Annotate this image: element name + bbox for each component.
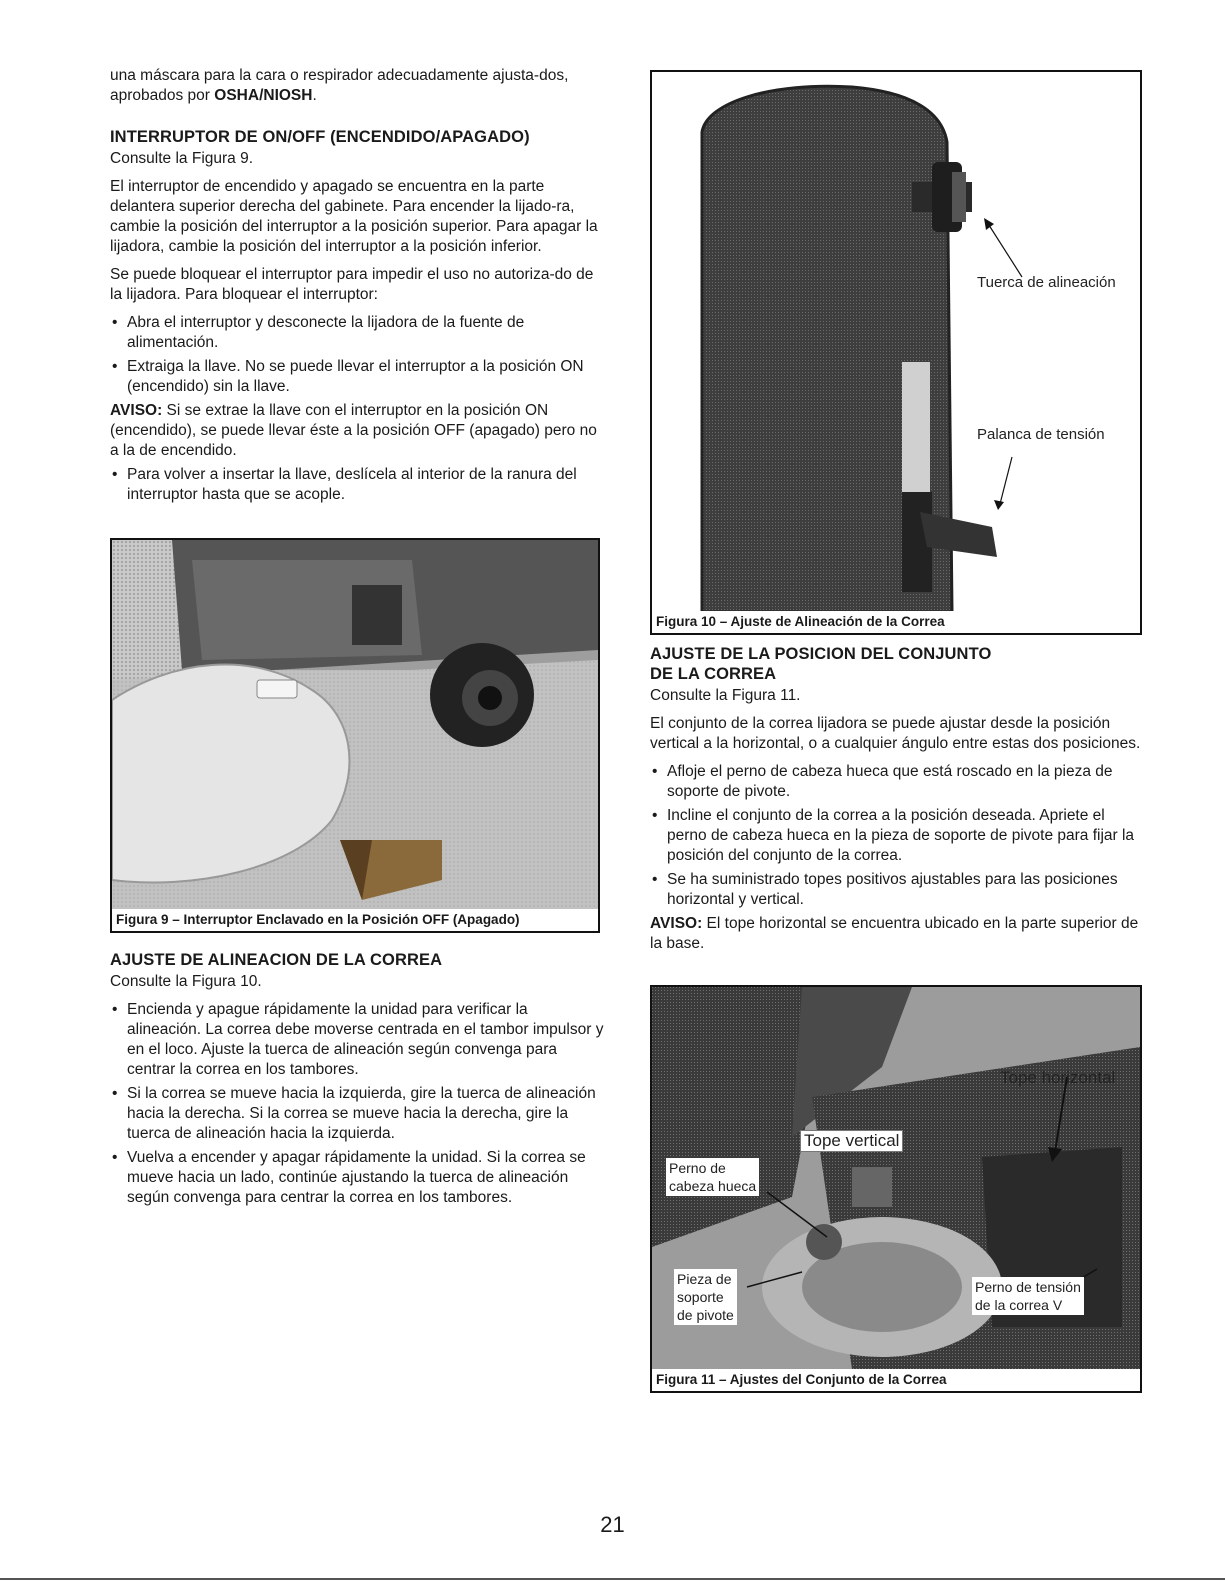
section-title-position-1: AJUSTE DE LA POSICION DEL CONJUNTO — [650, 645, 992, 663]
figure-ref-11: Consulte la Figura 11. — [650, 687, 801, 704]
label-socket-bolt — [666, 1158, 759, 1196]
list-item: • Se ha suministrado topes positivos ajustables para las posiciones horizontal y vertical. — [650, 870, 1145, 910]
position-bullets — [650, 762, 1145, 910]
notice-label: AVISO: — [650, 915, 703, 932]
figure-9-caption: Figura 9 – Interruptor Enclavado en la Posición OFF (Apagado) — [112, 909, 598, 931]
figure-10-caption: Figura 10 – Ajuste de Alineación de la Correa — [652, 611, 1140, 633]
notice-label: AVISO: — [110, 402, 163, 419]
alignment-bullets — [110, 1000, 605, 1208]
intro-text: una máscara para la cara o respirador adecuadamente ajusta-dos, aprobados por — [110, 67, 569, 104]
switch-bullets — [110, 313, 605, 397]
figure-9 — [110, 538, 600, 933]
list-item: • Encienda y apague rápidamente la unidad para verificar la alineación. La correa debe moverse centrada en el tambor impulsor y en el loco. Ajuste la tuerca de alineación según convenga para centrar la correa en los tambores. — [110, 1000, 605, 1080]
list-item: • Afloje el perno de cabeza hueca que está roscado en la pieza de soporte de pivote. — [650, 762, 1145, 802]
figure-10-photo — [652, 72, 1140, 612]
label-tension-lever: Palanca de tensión — [977, 426, 1105, 443]
intro-bold: OSHA/NIOSH — [214, 87, 313, 104]
switch-notice — [110, 401, 605, 461]
intro-end: . — [312, 87, 317, 104]
figure-11-caption: Figura 11 – Ajustes del Conjunto de la Correa — [652, 1369, 1140, 1391]
section-title-position-2: DE LA CORREA — [650, 665, 777, 683]
list-item: • Incline el conjunto de la correa a la posición deseada. Apriete el perno de cabeza hueca en la pieza de soporte de pivote para fijar la posición del conjunto de la correa. — [650, 806, 1145, 866]
page-number: 21 — [600, 1512, 625, 1537]
list-item: • Abra el interruptor y desconecte la lijadora de la fuente de alimentación. — [110, 313, 605, 353]
label-alignment-nut: Tuerca de alineación — [977, 274, 1116, 291]
list-item: • Vuelva a encender y apagar rápidamente la unidad. Si la correa se mueve hacia un lado, continúe ajustando la tuerca de alineación según convenga para centrar la correa en los tambores. — [110, 1148, 605, 1208]
label-socket-bolt-2: cabeza hueca — [669, 1178, 757, 1194]
section-alignment — [110, 950, 605, 1212]
label-v-belt-tension — [972, 1277, 1084, 1315]
label-horizontal-stop: Tope horizontal — [1000, 1068, 1116, 1087]
label-vertical-stop: Tope vertical — [800, 1130, 903, 1152]
list-item: • Extraiga la llave. No se puede llevar el interruptor a la posición ON (encendido) sin la llave. — [110, 357, 605, 397]
notice-text: Si se extrae la llave con el interruptor en la posición ON (encendido), se puede llevar éste a la posición OFF (apagado) pero no a la de encendido. — [110, 402, 597, 459]
label-pivot-3: de pivote — [677, 1307, 734, 1323]
label-pivot-1: Pieza de — [677, 1271, 732, 1287]
section-title-switch: INTERRUPTOR DE ON/OFF (ENCENDIDO/APAGADO) — [110, 128, 530, 146]
label-pivot-2: soporte — [677, 1289, 724, 1305]
figure-10 — [650, 70, 1142, 635]
label-socket-bolt-1: Perno de — [669, 1160, 726, 1176]
figure-11 — [650, 985, 1142, 1393]
position-paragraph-1: El conjunto de la correa lijadora se puede ajustar desde la posición vertical a la horizontal, o a cualquier ángulo entre estas dos posiciones. — [650, 715, 1141, 752]
switch-paragraph-2: Se puede bloquear el interruptor para impedir el uso no autoriza-do de la lijadora. Para bloquear el interruptor: — [110, 266, 594, 303]
section-position — [650, 644, 1145, 954]
intro-paragraph — [110, 66, 605, 106]
label-tension-2: de la correa V — [975, 1297, 1063, 1313]
label-pivot-support — [674, 1269, 737, 1325]
figure-ref-9: Consulte la Figura 9. — [110, 150, 254, 167]
switch-bullets-2 — [110, 465, 605, 505]
list-item: • Para volver a insertar la llave, deslícela al interior de la ranura del interruptor hasta que se acople. — [110, 465, 605, 505]
figure-ref-10: Consulte la Figura 10. — [110, 973, 262, 990]
notice-text: El tope horizontal se encuentra ubicado en la parte superior de la base. — [650, 915, 1139, 952]
switch-paragraph-1: El interruptor de encendido y apagado se encuentra en la parte delantera superior derecha del gabinete. Para encender la lijado-ra, cambie la posición del interruptor a la posición superior. Para apagar la lijadora, cambie la posición del interruptor a la posición inferior. — [110, 178, 598, 255]
bottom-rule — [0, 1578, 1225, 1580]
section-title-alignment: AJUSTE DE ALINEACION DE LA CORREA — [110, 951, 443, 969]
label-tension-1: Perno de tensión — [975, 1279, 1081, 1295]
list-item: • Si la correa se mueve hacia la izquierda, gire la tuerca de alineación hacia la derecha. Si la correa se mueve hacia la derecha, gire la tuerca de alineación hacia la izquierda. — [110, 1084, 605, 1144]
figure-9-photo — [112, 540, 598, 910]
section-switch — [110, 127, 605, 509]
position-notice — [650, 914, 1145, 954]
